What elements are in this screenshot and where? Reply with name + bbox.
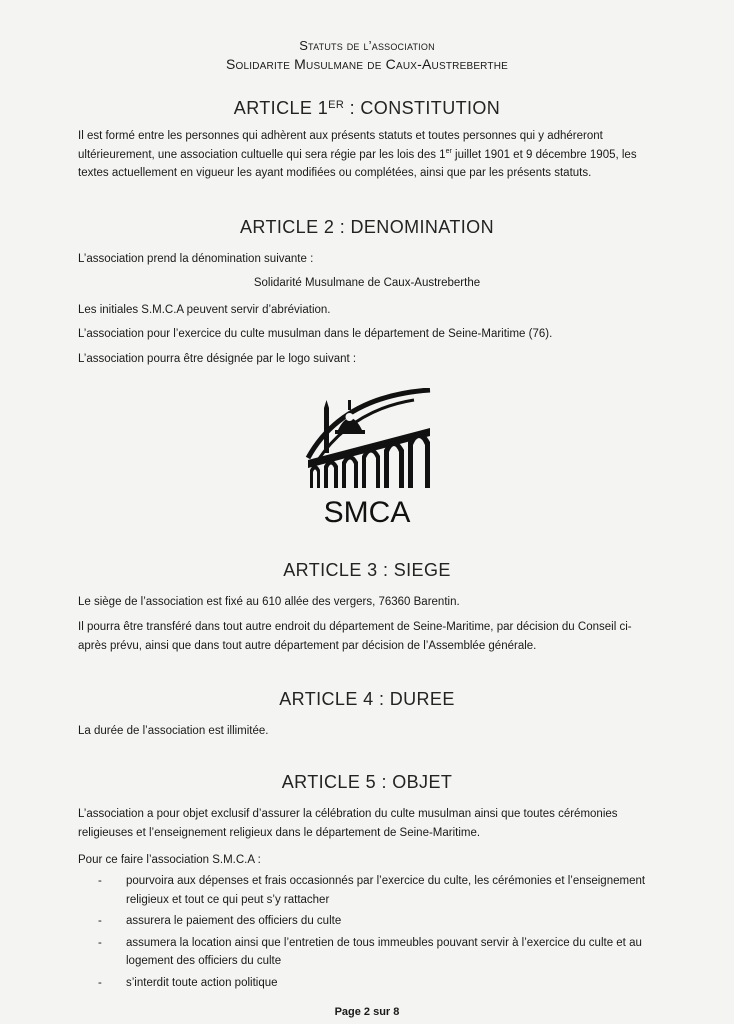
bullet-dash: - — [98, 976, 102, 989]
article5-para1: L’association a pour objet exclusif d’assurer la célébration du culte musulman ainsi que toutes cérémonies religieuses et l’enseignement religieux dans le département de Seine-Maritime. — [78, 808, 618, 839]
list-item: - assumera la location ainsi que l’entretien de tous immeubles pouvant servir à l’exercice du culte et au logement des officiers du culte — [98, 934, 658, 971]
bullet-dash: - — [98, 875, 102, 887]
page-number: Page 2 sur 8 — [334, 1006, 400, 1018]
article1-heading-number: ARTICLE 1 — [233, 98, 329, 118]
article4-para1: La durée de l’association est illimitée. — [78, 725, 269, 737]
article2-para3: L’association pour l’exercice du culte musulman dans le département de Seine-Maritime (76). — [78, 328, 553, 340]
list-item: - assurera le paiement des officiers du culte — [98, 912, 658, 931]
article1-heading-sup: ER — [328, 99, 345, 111]
list-item: - pourvoira aux dépenses et frais occasionnés par l’exercice du culte, les cérémonies et l’enseignement religieux et tout ce qui peut s’y rattacher — [98, 872, 658, 909]
document-title-line1: Statuts de l’association — [299, 38, 435, 53]
article2-para1: L’association prend la dénomination suivante : — [78, 253, 314, 265]
article2-para2: Les initiales S.M.C.A peuvent servir d’abréviation. — [78, 304, 331, 316]
smca-logo — [302, 388, 432, 528]
article4-heading: ARTICLE 4 : DUREE — [279, 689, 455, 709]
association-name: Solidarité Musulmane de Caux-Austreberthe — [253, 277, 481, 289]
article5-para2: Pour ce faire l’association S.M.C.A : — [78, 854, 261, 866]
article3-para1: Le siège de l’association est fixé au 610 allée des vergers, 76360 Barentin. — [78, 596, 460, 608]
article1-heading-title: : CONSTITUTION — [344, 98, 501, 118]
list-item: - s’interdit toute action politique — [98, 974, 658, 993]
bullet-dash: - — [98, 915, 102, 927]
bullet-dash: - — [98, 936, 102, 949]
article2-heading: ARTICLE 2 : DENOMINATION — [240, 217, 494, 237]
article5-bullet-list — [98, 872, 658, 995]
article1-text: Il est formé entre les personnes qui adhèrent aux présents statuts et toutes personnes qui y adhéreront ultérieurement, une association cultuelle qui sera régie par les lois des 1er juillet 1901 et 9 décembre 1905, les textes actuellement en vigueur les ayant modifiées ou complétées, ainsi que par les présents statuts. — [78, 130, 637, 179]
article3-para2: Il pourra être transféré dans tout autre endroit du département de Seine-Maritime, par décision du Conseil ci-après prévu, ainsi que dans tout autre département par décision de l’Assemblée générale. — [78, 621, 632, 652]
mosque-arches-icon — [302, 388, 432, 528]
article5-heading: ARTICLE 5 : OBJET — [281, 772, 453, 792]
article3-heading: ARTICLE 3 : SIEGE — [283, 560, 451, 580]
document-title-line2: Solidarite Musulmane de Caux-Austreberthe — [225, 56, 509, 72]
article2-para4: L’association pourra être désignée par le logo suivant : — [78, 353, 357, 365]
logo-text: SMCA — [323, 496, 411, 528]
article1-heading — [0, 98, 734, 119]
